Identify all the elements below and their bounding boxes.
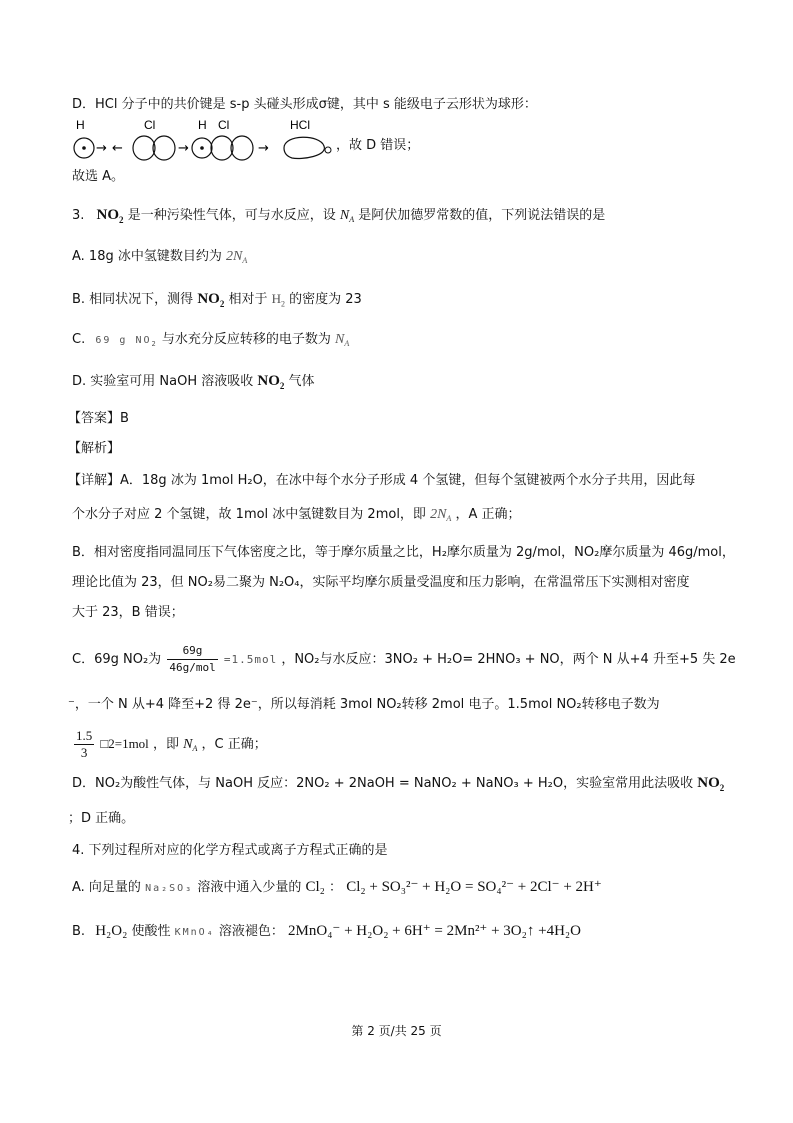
text-line — [72, 96, 537, 114]
option-text: ： — [329, 880, 343, 895]
detail-line — [72, 506, 520, 528]
option-text: 溶液中通入少量的 — [197, 880, 302, 895]
result-value: =1.5mol — [223, 653, 278, 666]
detail-text: 理论比值为 23，但 NO₂易二聚为 N₂O₄，实际平均摩尔质量受温度和压力影响，在常温常压下实测相对密度 — [72, 575, 690, 590]
2na-expression — [430, 507, 451, 522]
detail-text: D．NO₂为酸性气体，与 NaOH 反应：2NO₂ + 2NaOH = NaNO₂ + NaNO₃ + H₂O，实验室常用此法吸收 — [72, 776, 694, 791]
no2-formula — [697, 775, 724, 791]
q4-option-b — [72, 922, 581, 942]
detail-line — [72, 544, 735, 562]
fraction-numerator: 69g — [167, 643, 217, 660]
option-c — [72, 331, 349, 353]
hcl-overlap-orbital — [284, 137, 324, 158]
page-number: 第 2 页/共 25 页 — [351, 1024, 442, 1038]
diagram-label-cl: Cl — [218, 118, 230, 132]
hcl-conclusion: ，故 D 错误； — [336, 138, 420, 153]
na-symbol — [340, 208, 354, 223]
no2-formula — [97, 207, 124, 223]
detail-line — [72, 642, 736, 678]
stem-text: 是一种污染性气体，可与水反应，设 — [127, 208, 336, 223]
no2-formula — [197, 291, 224, 307]
p-orbital-lobe — [153, 136, 175, 160]
option-text: A. 18g 冰中氢键数目约为 — [72, 249, 222, 264]
arrow-left-icon: ← — [112, 141, 123, 156]
detail-text: 个水分子对应 2 个氢键，故 1mol 冰中氢键数目为 2mol，即 — [72, 507, 426, 522]
option-text: 气体 — [288, 374, 315, 389]
h2o2-formula: H₂O₂ — [95, 923, 128, 939]
orbital-overlap-diagram — [72, 118, 420, 164]
reagent-formula: Na₂SO₃ — [145, 883, 194, 894]
arrow-right-icon: → — [178, 141, 189, 156]
2na-expression — [226, 249, 247, 264]
p-orbital-lobe — [211, 136, 233, 160]
fraction-69-46 — [167, 643, 217, 676]
diagram-label-h: H — [76, 118, 85, 132]
text-line — [72, 168, 124, 186]
detail-text: ，NO₂与水反应：3NO₂ + H₂O= 2HNO₃ + NO，两个 N 从+4 升至+5 失 2e — [281, 652, 736, 667]
detail-text: ，即 — [152, 737, 179, 752]
detail-line — [72, 604, 184, 622]
h2-formula — [271, 291, 286, 309]
analysis-line — [68, 440, 120, 458]
formula-text: NO — [697, 775, 720, 791]
formula-sub: 2 — [219, 299, 225, 309]
formula-text: NO — [197, 291, 220, 307]
detail-text: ，A 正确； — [455, 507, 521, 522]
diagram-label-h: H — [198, 118, 207, 132]
analysis-label: 【解析】 — [68, 441, 121, 456]
na-sub: A — [344, 339, 350, 348]
option-text: D. 实验室可用 NaOH 溶液吸收 — [72, 374, 254, 389]
option-text: B. 相同状况下，测得 — [72, 292, 194, 307]
na-text: N — [335, 332, 345, 347]
option-b — [72, 290, 362, 314]
detail-line — [72, 726, 267, 762]
p-orbital-lobe — [133, 136, 155, 160]
option-text: B. — [72, 924, 86, 939]
detail-text: ⁻，一个 N 从+4 降至+2 得 2e⁻，所以每消耗 3mol NO₂转移 2mol 电子。1.5mol NO₂转移电子数为 — [68, 697, 660, 712]
no2-formula — [257, 373, 284, 389]
stem-text: 4. 下列过程所对应的化学方程式或离子方程式正确的是 — [72, 843, 388, 858]
detail-text: ；D 正确。 — [68, 811, 135, 826]
expr-text: 69 g NO — [95, 335, 152, 346]
na-symbol — [183, 737, 197, 752]
detail-line — [68, 472, 695, 490]
p-orbital-lobe — [231, 136, 253, 160]
detail-text: ，C 正确； — [201, 737, 267, 752]
expr-text: 2N — [226, 249, 243, 264]
expr-text: □2=1mol — [100, 736, 149, 751]
formula-sub: 2 — [119, 215, 124, 225]
electron-dot — [200, 146, 204, 150]
question-number: 3. — [72, 208, 85, 223]
option-text: 使酸性 — [131, 924, 171, 939]
stem-text: 是阿伏加德罗常数的值，下列说法错误的是 — [358, 208, 606, 223]
formula-sub: 2 — [719, 783, 725, 793]
fraction-numerator: 1.5 — [76, 728, 93, 743]
diagram-label-hcl: HCl — [290, 118, 310, 132]
detail-text: B．相对密度指同温同压下气体密度之比，等于摩尔质量之比，H₂摩尔质量为 2g/mol，NO₂摩尔质量为 46g/mol， — [72, 545, 735, 560]
electron-dot — [82, 146, 86, 150]
fraction-denominator: 46g/mol — [169, 661, 216, 674]
formula-sub: 2 — [281, 299, 286, 309]
detail-line — [68, 696, 660, 714]
detail-text: 大于 23，B 错误； — [72, 605, 184, 620]
na-sub: A — [192, 744, 198, 753]
page-footer — [0, 1022, 793, 1039]
cl2-formula: Cl₂ — [305, 879, 325, 895]
arrow-left-icon: → — [96, 141, 107, 156]
expr-sub: A — [242, 256, 248, 265]
formula-text: NO — [96, 207, 120, 223]
69g-no2-expression — [95, 335, 157, 346]
detail-text: 【详解】A．18g 冰为 1mol H₂O，在冰中每个水分子形成 4 个氢键，但每个氢键被两个水分子共用，因此每 — [68, 473, 696, 488]
diagram-label-cl: Cl — [144, 118, 156, 132]
question-4-stem — [72, 842, 388, 860]
expr-text: 2N — [430, 507, 447, 522]
fraction-1.5-3 — [74, 728, 94, 761]
option-text: 相对于 — [228, 292, 268, 307]
ionic-equation: 2MnO₄⁻ + H₂O₂ + 6H⁺ = 2Mn²⁺ + 3O₂↑ +4H₂O — [288, 923, 581, 939]
formula-text: H — [271, 291, 282, 306]
na-symbol — [335, 332, 349, 347]
answer-label: 【答案】B — [68, 411, 129, 426]
option-text: 溶液褪色： — [218, 924, 284, 939]
option-text: A. 向足量的 — [72, 880, 141, 895]
answer-line — [68, 410, 129, 428]
detail-line — [72, 774, 724, 797]
question-3-stem — [72, 206, 605, 229]
na-text: N — [339, 208, 350, 223]
expr-sub: A — [446, 514, 452, 523]
option-text: C. — [72, 332, 86, 347]
expr-sub: 2 — [151, 340, 158, 348]
formula-text: NO — [257, 373, 280, 389]
small-lobe — [325, 147, 331, 153]
reagent-formula: KMnO₄ — [174, 927, 215, 938]
option-text: 的密度为 23 — [289, 292, 362, 307]
na-text: N — [183, 737, 193, 752]
hcl-statement: D．HCl 分子中的共价键是 s-p 头碰头形成σ键，其中 s 能级电子云形状为球形： — [72, 97, 537, 112]
option-d — [72, 372, 315, 395]
ionic-equation: Cl₂ + SO₃²⁻ + H₂O = SO₄²⁻ + 2Cl⁻ + 2H⁺ — [346, 879, 602, 895]
choose-answer: 故选 A。 — [72, 169, 125, 184]
arrow-right-icon: → — [258, 141, 269, 156]
formula-sub: 2 — [279, 381, 285, 391]
option-text: 与水充分反应转移的电子数为 — [161, 332, 331, 347]
option-a — [72, 248, 247, 270]
detail-text: C．69g NO₂为 — [72, 652, 162, 667]
na-sub: A — [349, 215, 355, 224]
detail-line — [72, 574, 690, 592]
q4-option-a — [72, 878, 602, 898]
fraction-denominator: 3 — [80, 745, 88, 760]
detail-line — [68, 810, 134, 828]
